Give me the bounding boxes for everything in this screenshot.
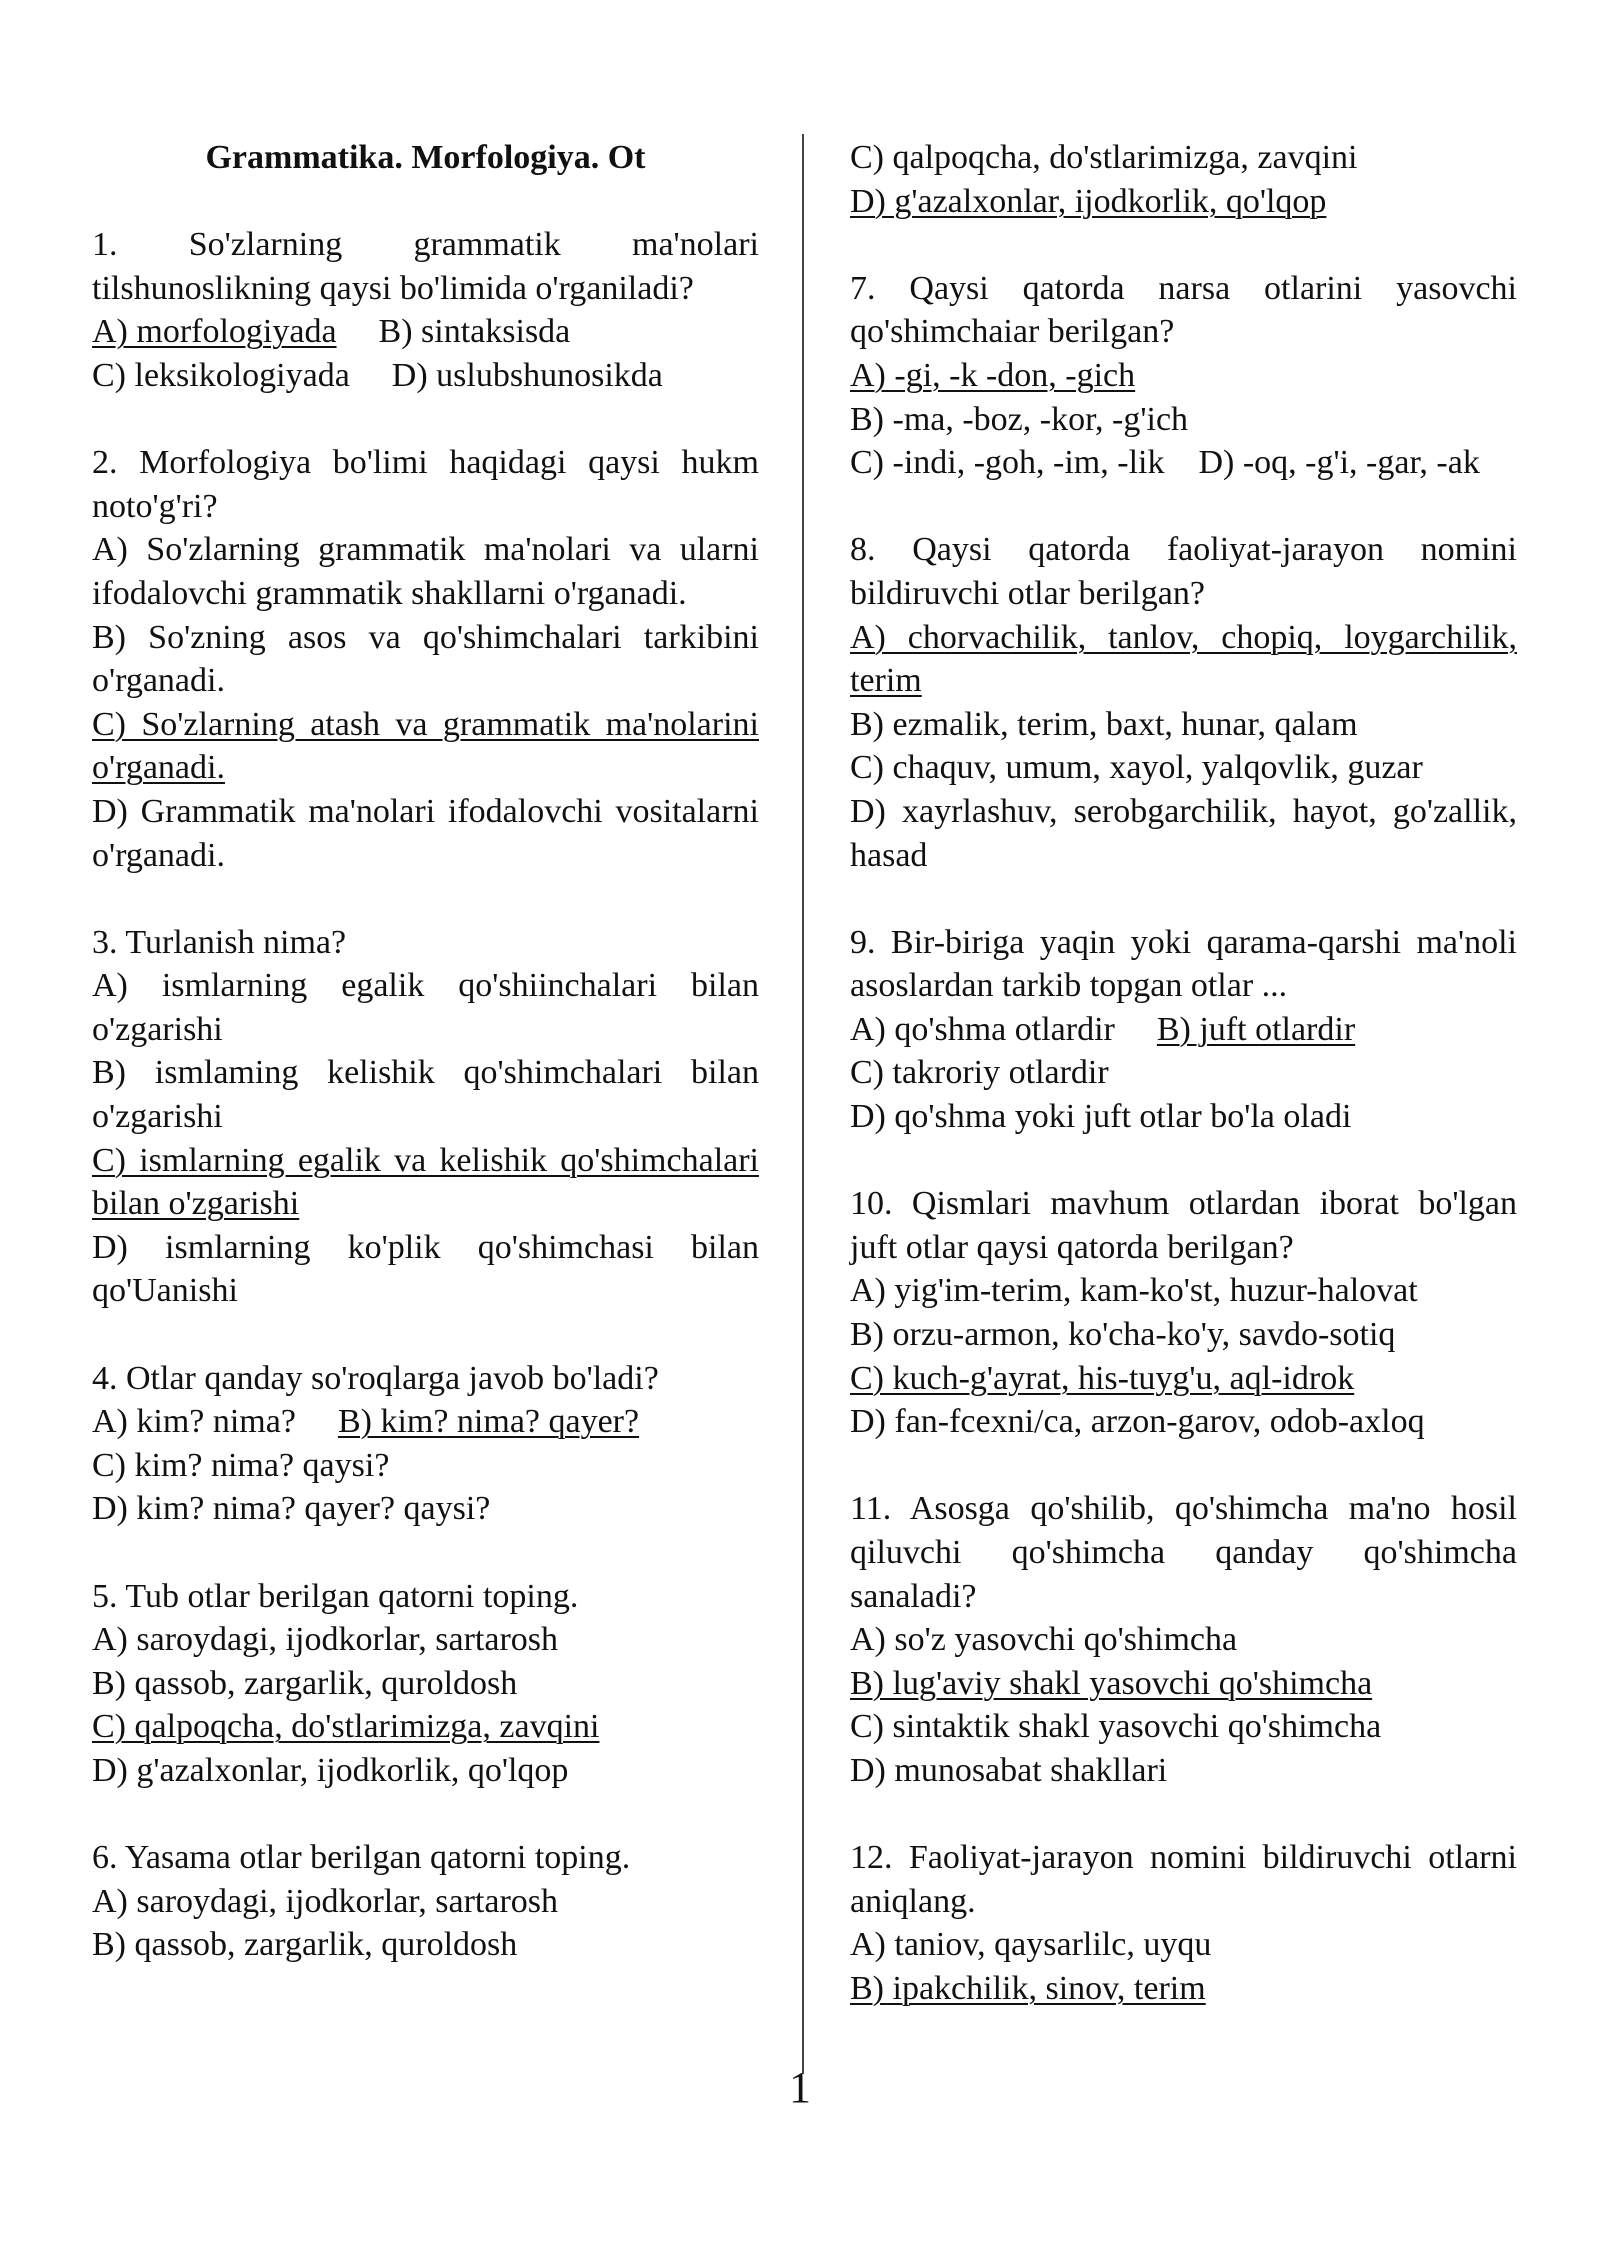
question-1-options-ab [92,310,759,354]
question-9-option-c: C) takroriy otlardir [850,1054,1109,1092]
question-11-option-a: A) so'z yasovchi qo'shimcha [850,1621,1238,1659]
question-6-option-c: C) qalpoqcha, do'stlarimizga, zavqini [850,139,1358,176]
question-7-text: 7. Qaysi qatorda narsa otlarini yasovchi qo'shimchaiar berilgan? [850,269,1517,351]
question-6-option-b: B) qassob, zargarlik, quroldosh [92,1926,518,1964]
question-7-option-c: C) -indi, -goh, -im, -lik [850,444,1165,482]
question-9-options-ab [850,1008,1517,1052]
question-5-option-a: A) saroydagi, ijodkorlar, sartarosh [92,1621,559,1659]
left-column [92,136,759,1967]
question-2-option-b: B) So'zning asos va qo'shimchalari tarkibini o'rganadi. [92,618,759,700]
question-5-option-c: C) qalpoqcha, do'stlarimizga, zavqini [92,1708,600,1746]
question-7-option-a: A) -gi, -k -don, -gich [850,356,1136,394]
question-1-text: 1. So'zlarning grammatik ma'nolari tilshunoslikning qaysi bo'limida o'rganiladi? [92,226,759,307]
question-4-option-b: B) kim? nima? qayer? [337,1403,640,1441]
question-7-options-cd [850,441,1517,485]
question-3-option-a: A) ismlarning egalik qo'shiinchalari bilan o'zgarishi [92,967,759,1048]
question-11-option-d: D) munosabat shakllari [850,1751,1168,1789]
question-1-option-a: A) morfologiyada [92,313,337,351]
page-title: Grammatika. Morfologiya. Ot [205,139,646,176]
question-1-option-d: D) uslubshunosikda [391,356,663,394]
question-1-option-c: C) leksikologiyada [92,356,350,394]
question-6-option-d: D) g'azalxonlar, ijodkorlik, qo'lqop [850,182,1327,220]
question-3-text: 3. Turlanish nima? [92,923,347,961]
question-8-option-c: C) chaquv, umum, xayol, yalqovlik, guzar [850,749,1423,787]
column-divider [802,134,804,2074]
page-number: 1 [789,2063,811,2112]
question-5-option-d: D) g'azalxonlar, ijodkorlik, qo'lqop [92,1751,569,1789]
question-4-text: 4. Otlar qanday so'roqlarga javob bo'ladi? [92,1359,659,1397]
right-column [850,136,1517,2011]
question-2-option-c: C) So'zlarning atash va grammatik ma'nolarini o'rganadi. [92,705,759,787]
question-8-option-a: A) chorvachilik, tanlov, chopiq, loygarchilik, terim [850,618,1517,700]
question-10-text: 10. Qismlari mavhum otlardan iborat bo'lgan juft otlar qaysi qatorda berilgan? [850,1185,1517,1266]
question-11-option-c: C) sintaktik shakl yasovchi qo'shimcha [850,1708,1382,1746]
question-12-option-a: A) taniov, qaysarlilc, uyqu [850,1926,1212,1964]
question-6-option-a: A) saroydagi, ijodkorlar, sartarosh [92,1882,559,1920]
question-4-option-d: D) kim? nima? qayer? qaysi? [92,1490,491,1528]
question-2-text: 2. Morfologiya bo'limi haqidagi qaysi hukm noto'g'ri? [92,444,759,525]
question-10-option-a: A) yig'im-terim, kam-ko'st, huzur-halovat [850,1272,1418,1310]
question-1-options-cd [92,354,759,398]
question-6-text: 6. Yasama otlar berilgan qatorni toping. [92,1839,631,1877]
question-9-text: 9. Bir-biriga yaqin yoki qarama-qarshi ma'noli asoslardan tarkib topgan otlar ... [850,923,1517,1005]
question-11-text: 11. Asosga qo'shilib, qo'shimcha ma'no hosil qiluvchi qo'shimcha qanday qo'shimcha sanaladi? [850,1490,1517,1615]
question-1-option-b: B) sintaksisda [378,313,571,351]
question-3-option-c: C) ismlarning egalik va kelishik qo'shimchalari bilan o'zgarishi [92,1141,759,1223]
question-12-option-b: B) ipakchilik, sinov, terim [850,1969,1206,2007]
question-5-text: 5. Tub otlar berilgan qatorni toping. [92,1577,579,1615]
question-7-option-d: D) -oq, -g'i, -gar, -ak [1198,444,1480,482]
question-10-option-b: B) orzu-armon, ko'cha-ko'y, savdo-sotiq [850,1316,1396,1354]
question-9-option-b: B) juft otlardir [1156,1010,1356,1048]
question-12-text: 12. Faoliyat-jarayon nomini bildiruvchi otlarni aniqlang. [850,1839,1517,1920]
question-9-option-d: D) qo'shma yoki juft otlar bo'la oladi [850,1098,1352,1136]
question-4-options-ab [92,1400,759,1444]
question-4-option-a: A) kim? nima? [92,1403,296,1441]
question-8-text: 8. Qaysi qatorda faoliyat-jarayon nomini bildiruvchi otlar berilgan? [850,531,1517,612]
question-10-option-c: C) kuch-g'ayrat, his-tuyg'u, aql-idrok [850,1359,1355,1397]
question-5-option-b: B) qassob, zargarlik, quroldosh [92,1664,518,1702]
question-8-option-b: B) ezmalik, terim, baxt, hunar, qalam [850,705,1358,743]
question-9-option-a: A) qo'shma otlardir [850,1010,1115,1048]
question-11-option-b: B) lug'aviy shakl yasovchi qo'shimcha [850,1664,1373,1702]
question-3-option-b: B) ismlaming kelishik qo'shimchalari bilan o'zgarishi [92,1054,759,1136]
question-7-option-b: B) -ma, -boz, -kor, -g'ich [850,400,1189,438]
question-3-option-d: D) ismlarning ko'plik qo'shimchasi bilan qo'Uanishi [92,1228,759,1310]
question-2-option-a: A) So'zlarning grammatik ma'nolari va ularni ifodalovchi grammatik shakllarni o'rganadi. [92,531,759,612]
question-4-option-c: C) kim? nima? qaysi? [92,1446,390,1484]
question-8-option-d: D) xayrlashuv, serobgarchilik, hayot, go'zallik, hasad [850,792,1517,874]
question-2-option-d: D) Grammatik ma'nolari ifodalovchi vositalarni o'rganadi. [92,792,759,874]
question-10-option-d: D) fan-fcexni/ca, arzon-garov, odob-axloq [850,1403,1425,1441]
